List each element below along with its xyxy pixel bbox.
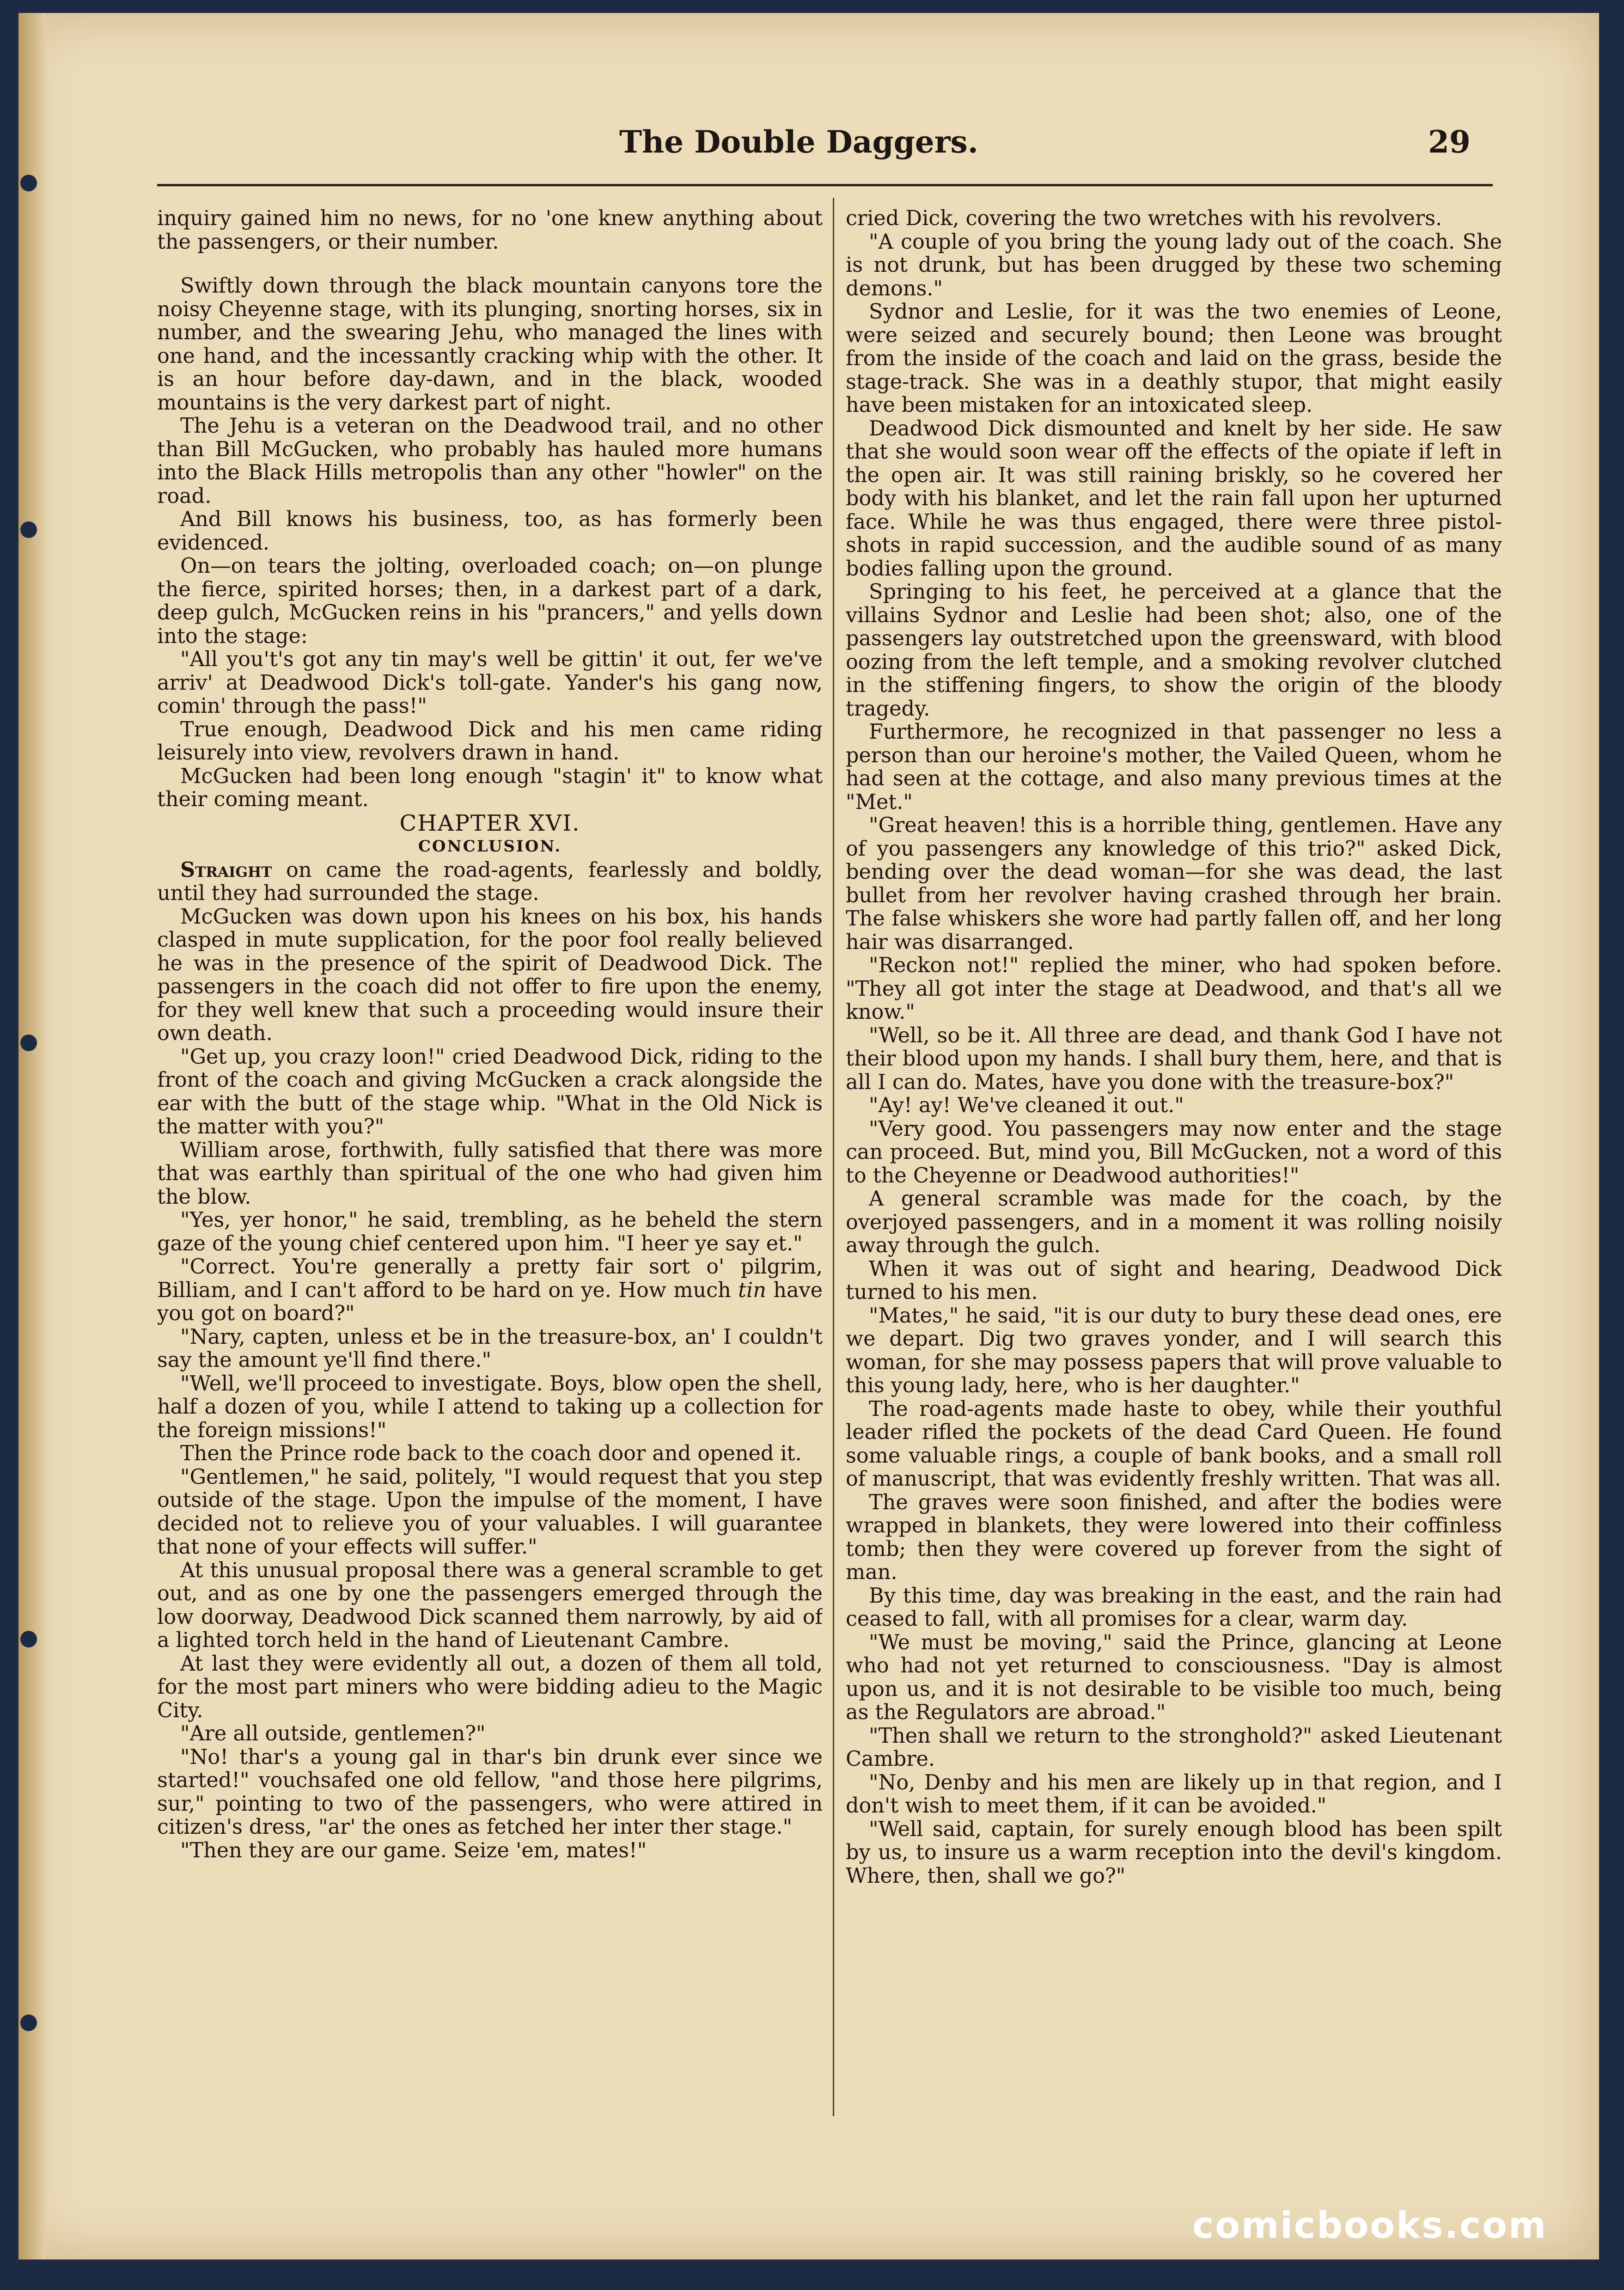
paragraph: A general scramble was made for the coach, by the overjoyed passengers, and in a moment it was rolling noisily away through the gulch. (846, 1187, 1502, 1257)
paragraph: "Very good. You passengers may now enter and the stage can proceed. But, mind you, Bill McGucken, not a word of this to the Cheyenne or Deadwood authorities!" (846, 1117, 1502, 1188)
binding-hole (20, 1035, 37, 1051)
italic-word: tin (738, 1278, 766, 1302)
paragraph: Deadwood Dick dismounted and knelt by her side. He saw that she would soon wear off the effects of the opiate if left in the open air. It was still raining briskly, so he covered her body with his blanket, and let the rain fall upon her upturned face. While he was thus engaged, there were three pistol-shots in rapid succession, and the audible sound of as many bodies falling upon the ground. (846, 416, 1502, 581)
paragraph: "Are all outside, gentlemen?" (180, 1722, 486, 1745)
binding-hole (20, 521, 37, 538)
paragraph: Sydnor and Leslie, for it was the two enemies of Leone, were seized and securely bound; then Leone was brought from the inside of the coach and laid on the grass, beside the stage-track. She was in a deathly stupor, that might easily have been mistaken for an intoxicated sleep. (846, 300, 1502, 417)
paragraph: "A couple of you bring the young lady out of the coach. She is not drunk, but has been drugged by these two scheming demons." (846, 230, 1502, 300)
page-title: The Double Daggers. (619, 124, 978, 160)
paragraph (157, 1255, 823, 1326)
paragraph: "Reckon not!" replied the miner, who had spoken before. "They all got inter the stage at Deadwood, and that's all we know." (846, 954, 1502, 1024)
paragraph: "All you't's got any tin may's well be gittin' it out, fer we've arriv' at Deadwood Dick's toll-gate. Yander's his gang now, comin' through the pass!" (157, 648, 823, 718)
paragraph-text: on came the road-agents, fearlessly and boldly, until they had surrounded the stage. (157, 858, 823, 905)
paragraph: "No! thar's a young gal in thar's bin drunk ever since we started!" vouchsafed one old fellow, "and those here pilgrims, sur," pointing to two of the passengers, who were attired in citizen's dress, "ar' the ones as fetched her inter ther stage." (157, 1745, 823, 1839)
chapter-subheading: CONCLUSION. (418, 837, 562, 856)
left-column (157, 207, 823, 1862)
page-gutter (18, 13, 46, 2259)
binding-hole (20, 2014, 37, 2031)
paragraph: At last they were evidently all out, a dozen of them all told, for the most part miners who were bidding adieu to the Magic City. (157, 1652, 823, 1722)
paragraph: By this time, day was breaking in the east, and the rain had ceased to fall, with all promises for a clear, warm day. (846, 1584, 1502, 1631)
paragraph: On—on tears the jolting, overloaded coach; on—on plunge the fierce, spirited horses; then, in a darkest part of a dark, deep gulch, McGucken reins in his "prancers," and yells down into the stage: (157, 554, 823, 648)
paragraph: "Get up, you crazy loon!" cried Deadwood Dick, riding to the front of the coach and giving McGucken a crack alongside the ear with the butt of the stage whip. "What in the Old Nick is the matter with you?" (157, 1045, 823, 1139)
paragraph: When it was out of sight and hearing, Deadwood Dick turned to his men. (846, 1257, 1502, 1304)
paragraph: "Yes, yer honor," he said, trembling, as he beheld the stern gaze of the young chief centered upon him. "I heer ye say et." (157, 1208, 823, 1255)
paragraph: inquiry gained him no news, for no 'one knew anything about the passengers, or their number. (157, 207, 823, 254)
paragraph: "Gentlemen," he said, politely, "I would request that you step outside of the stage. Upon the impulse of the moment, I have decided not to relieve you of your valuables. I will guarantee that none of your effects will suffer." (157, 1465, 823, 1559)
paragraph: True enough, Deadwood Dick and his men came riding leisurely into view, revolvers drawn in hand. (157, 717, 823, 765)
paragraph: McGucken was down upon his knees on his box, his hands clasped in mute supplication, for the poor fool really believed he was in the presence of the spirit of Deadwood Dick. The passengers in the coach did not offer to fire upon the enemy, for they well knew that such a proceeding would insure their own death. (157, 905, 823, 1045)
paragraph: "No, Denby and his men are likely up in that region, and I don't wish to meet them, if it can be avoided." (846, 1770, 1502, 1818)
paragraph: Swiftly down through the black mountain canyons tore the noisy Cheyenne stage, with its plunging, snorting horses, six in number, and the swearing Jehu, who managed the lines with one hand, and the incessantly cracking whip with the other. It is an hour before day-dawn, and in the black, wooded mountains is the very darkest part of night. (157, 274, 823, 415)
paragraph: "Then they are our game. Seize 'em, mates!" (180, 1838, 647, 1862)
paragraph: McGucken had been long enough "stagin' it" to know what their coming meant. (157, 764, 823, 811)
binding-hole (20, 175, 37, 191)
lead-word: Straight (180, 857, 272, 882)
paragraph: Furthermore, he recognized in that passenger no less a person than our heroine's mother, the Vailed Queen, whom he had seen at the cottage, and also many previous times at the "Met." (846, 720, 1502, 814)
paragraph: "Ay! ay! We've cleaned it out." (869, 1094, 1184, 1117)
paragraph: The Jehu is a veteran on the Deadwood trail, and no other than Bill McGucken, who probably has hauled more humans into the Black Hills metropolis than any other "howler" on the road. (157, 414, 823, 508)
paragraph (157, 858, 823, 906)
paragraph: The graves were soon finished, and after the bodies were wrapped in blankets, they were lowered into their coffinless tomb; then they were covered up forever from the sight of man. (846, 1490, 1502, 1584)
running-head (18, 124, 1599, 175)
paragraph: William arose, forthwith, fully satisfied that there was more that was earthly than spiritual of the one who had given him the blow. (157, 1138, 823, 1209)
paragraph-text: "Correct. You're generally a pretty fair sort o' pilgrim, Billiam, and I can't afford to be hard on ye. How much (157, 1255, 823, 1302)
paragraph: cried Dick, covering the two wretches with his revolvers. (846, 207, 1442, 230)
paragraph: And Bill knows his business, too, as has formerly been evidenced. (157, 508, 823, 555)
page-number: 29 (1428, 124, 1471, 160)
paragraph: "Then shall we return to the stronghold?" asked Lieutenant Cambre. (846, 1724, 1502, 1771)
paragraph: The road-agents made haste to obey, while their youthful leader rifled the pockets of the dead Card Queen. He found some valuable rings, a couple of bank books, and a small roll of manuscript, that was evidently freshly written. That was all. (846, 1397, 1502, 1491)
paragraph: At this unusual proposal there was a general scramble to get out, and as one by one the passengers emerged through the low doorway, Deadwood Dick scanned them narrowly, by aid of a lighted torch held in the hand of Lieutenant Cambre. (157, 1558, 823, 1652)
paragraph: Then the Prince rode back to the coach door and opened it. (180, 1442, 802, 1465)
paragraph: "Well said, captain, for surely enough blood has been spilt by us, to insure us a warm reception into the devil's kingdom. Where, then, shall we go?" (846, 1817, 1502, 1888)
site-watermark: comicbooks.com (1192, 2205, 1548, 2247)
paragraph: "Well, so be it. All three are dead, and thank God I have not their blood upon my hands. I shall bury them, here, and that is all I can do. Mates, have you done with the treasure-box?" (846, 1023, 1502, 1094)
paragraph: Springing to his feet, he perceived at a glance that the villains Sydnor and Leslie had been shot; also, one of the passengers lay outstretched upon the greensward, with blood oozing from the left temple, and a smoking revolver clutched in the stiffening fingers, to show the origin of the bloody tragedy. (846, 580, 1502, 721)
paragraph-text: have you got on board?" (157, 1278, 823, 1325)
paragraph: "Nary, capten, unless et be in the treasure-box, an' I couldn't say the amount ye'll find there." (157, 1325, 823, 1372)
paragraph: "Great heaven! this is a horrible thing, gentlemen. Have any of you passengers any knowledge of this trio?" asked Dick, bending over the dead woman—for she was dead, the last bullet from her revolver having crashed through her brain. The false whiskers she wore had partly fallen off, and her long hair was disarranged. (846, 814, 1502, 954)
column-divider (833, 198, 834, 2116)
book-page (18, 13, 1599, 2259)
paragraph: "Mates," he said, "it is our duty to bury these dead ones, ere we depart. Dig two graves yonder, and I will search this woman, for she may possess papers that will prove valuable to this young lady, here, who is her daughter." (846, 1304, 1502, 1397)
binding-hole (20, 1631, 37, 1647)
right-column (846, 207, 1502, 1888)
paragraph: "Well, we'll proceed to investigate. Boys, blow open the shell, half a dozen of you, while I attend to taking up a collection for the foreign missions!" (157, 1372, 823, 1442)
paragraph: "We must be moving," said the Prince, glancing at Leone who had not yet returned to consciousness. "Day is almost upon us, and it is not desirable to be visible too much, being as the Regulators are abroad." (846, 1630, 1502, 1724)
header-rule (157, 184, 1493, 186)
chapter-heading: CHAPTER XVI. (399, 810, 580, 836)
